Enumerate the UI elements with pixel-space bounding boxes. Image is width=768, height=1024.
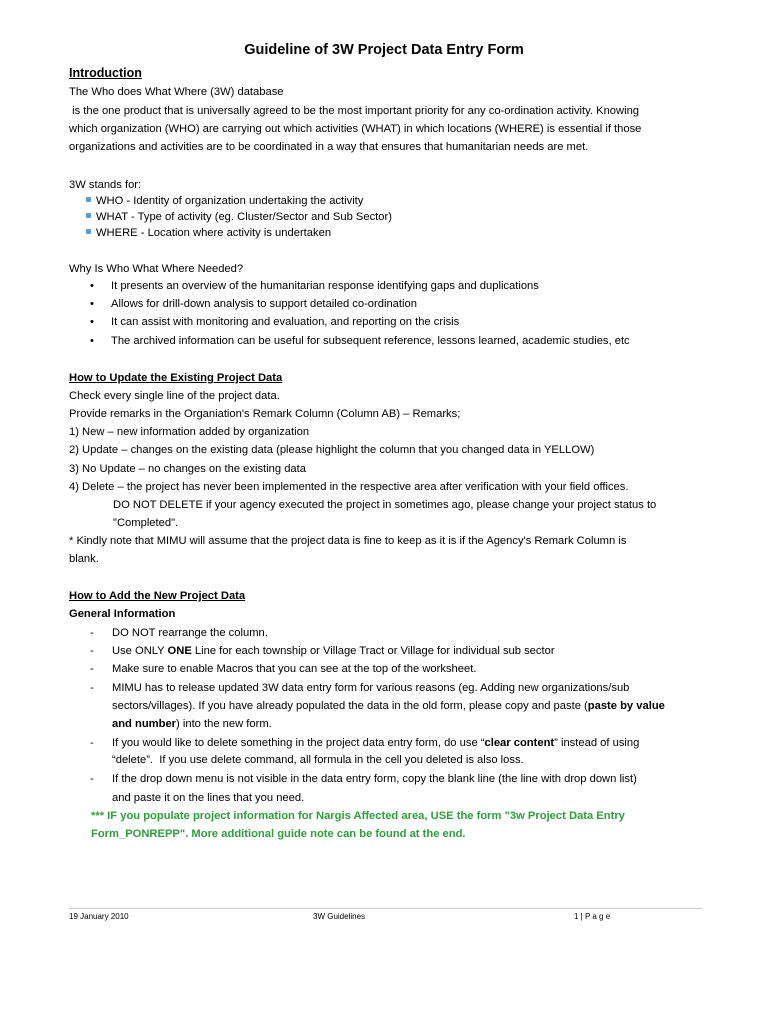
add-heading: How to Add the New Project Data [69, 590, 246, 602]
add-item-text: If you would like to delete something in the project data entry form, do use “ [112, 737, 485, 749]
add-item-text: ) into the new form. [176, 718, 272, 730]
add-item [112, 717, 272, 731]
update-line: "Completed". [113, 517, 179, 529]
add-item: “delete”. If you use delete command, all formula in the cell you deleted is also loss. [112, 754, 524, 766]
document-title: Guideline of 3W Project Data Entry Form [244, 42, 524, 58]
square-bullet-icon [86, 197, 91, 202]
add-item: Make sure to enable Macros that you can see at the top of the worksheet. [112, 663, 477, 675]
footer-date: 19 January 2010 [69, 912, 129, 921]
add-item-emphasis: clear content [484, 737, 555, 749]
intro-line: is the one product that is universally agreed to be the most important priority for any co-ordination activity. Knowing [69, 105, 640, 117]
footer-divider [69, 908, 702, 909]
why-item: The archived information can be useful for subsequent reference, lessons learned, academic studies, etc [111, 335, 630, 347]
add-item-emphasis: and number [112, 718, 177, 730]
stands-item: WHO - Identity of organization undertaking the activity [96, 195, 364, 207]
why-item: Allows for drill-down analysis to support detailed co-ordination [111, 298, 417, 310]
add-item-text: Line for each township or Village Tract or Village for individual sub sector [191, 645, 555, 657]
add-item [112, 736, 639, 750]
footer-page-number: 1 | P a g e [574, 912, 611, 921]
dash-bullet: - [90, 627, 94, 639]
update-line: 2) Update – changes on the existing data (please highlight the column that you changed data in YELLOW) [69, 444, 595, 456]
square-bullet-icon [86, 229, 91, 234]
intro-heading: Introduction [69, 66, 142, 80]
add-item: MIMU has to release updated 3W data entry form for various reasons (eg. Adding new organizations/sub [112, 682, 630, 694]
intro-line: The Who does What Where (3W) database [69, 86, 284, 98]
update-line: 4) Delete – the project has never been implemented in the respective area after verification with your field offices. [69, 481, 629, 493]
add-item: and paste it on the lines that you need. [112, 792, 305, 804]
update-line: Provide remarks in the Organiation's Remark Column (Column AB) – Remarks; [69, 408, 461, 420]
stands-item: WHERE - Location where activity is undertaken [96, 227, 332, 239]
stands-label: 3W stands for: [69, 179, 142, 191]
update-line: 1) New – new information added by organization [69, 426, 310, 438]
bullet-dot-icon: • [90, 316, 94, 328]
intro-line: organizations and activities are to be coordinated in a way that ensures that humanitarian needs are met. [69, 141, 589, 153]
add-item: If the drop down menu is not visible in the data entry form, copy the blank line (the line with drop down list) [112, 773, 637, 785]
dash-bullet: - [90, 663, 94, 675]
intro-line: which organization (WHO) are carrying out which activities (WHAT) in which locations (WHERE) is essential if those [69, 123, 642, 135]
dash-bullet: - [90, 645, 94, 657]
update-note: blank. [69, 553, 99, 565]
why-item: It can assist with monitoring and evaluation, and reporting on the crisis [111, 316, 460, 328]
update-note: * Kindly note that MIMU will assume that the project data is fine to keep as it is if the Agency's Remark Column is [69, 535, 627, 547]
bullet-dot-icon: • [90, 280, 94, 292]
update-line: DO NOT DELETE if your agency executed the project in sometimes ago, please change your project status to [113, 499, 657, 511]
bullet-dot-icon: • [90, 298, 94, 310]
dash-bullet: - [90, 682, 94, 694]
dash-bullet: - [90, 773, 94, 785]
bullet-dot-icon: • [90, 335, 94, 347]
add-item-emphasis: paste by value [587, 700, 665, 712]
update-line: Check every single line of the project data. [69, 390, 280, 402]
why-item: It presents an overview of the humanitarian response identifying gaps and duplications [111, 280, 539, 292]
footer-title: 3W Guidelines [313, 912, 366, 921]
stands-item: WHAT - Type of activity (eg. Cluster/Sector and Sub Sector) [96, 211, 392, 223]
dash-bullet: - [90, 737, 94, 749]
nargis-note: *** IF you populate project information for Nargis Affected area, USE the form "3w Project Data Entry [91, 810, 625, 822]
square-bullet-icon [86, 213, 91, 218]
add-item-text: Use ONLY [112, 645, 168, 657]
update-heading: How to Update the Existing Project Data [69, 372, 283, 384]
add-item: DO NOT rearrange the column. [112, 627, 268, 639]
add-item-text: ” instead of using [554, 737, 640, 749]
update-line: 3) No Update – no changes on the existing data [69, 463, 306, 475]
add-subheading: General Information [69, 608, 176, 620]
why-heading: Why Is Who What Where Needed? [69, 263, 244, 275]
add-item-emphasis: ONE [167, 645, 192, 657]
add-item-text: sectors/villages). If you have already populated the data in the old form, please copy and paste ( [112, 700, 588, 712]
add-item [112, 644, 555, 658]
nargis-note: Form_PONREPP". More additional guide note can be found at the end. [91, 828, 466, 840]
add-item [112, 699, 665, 713]
